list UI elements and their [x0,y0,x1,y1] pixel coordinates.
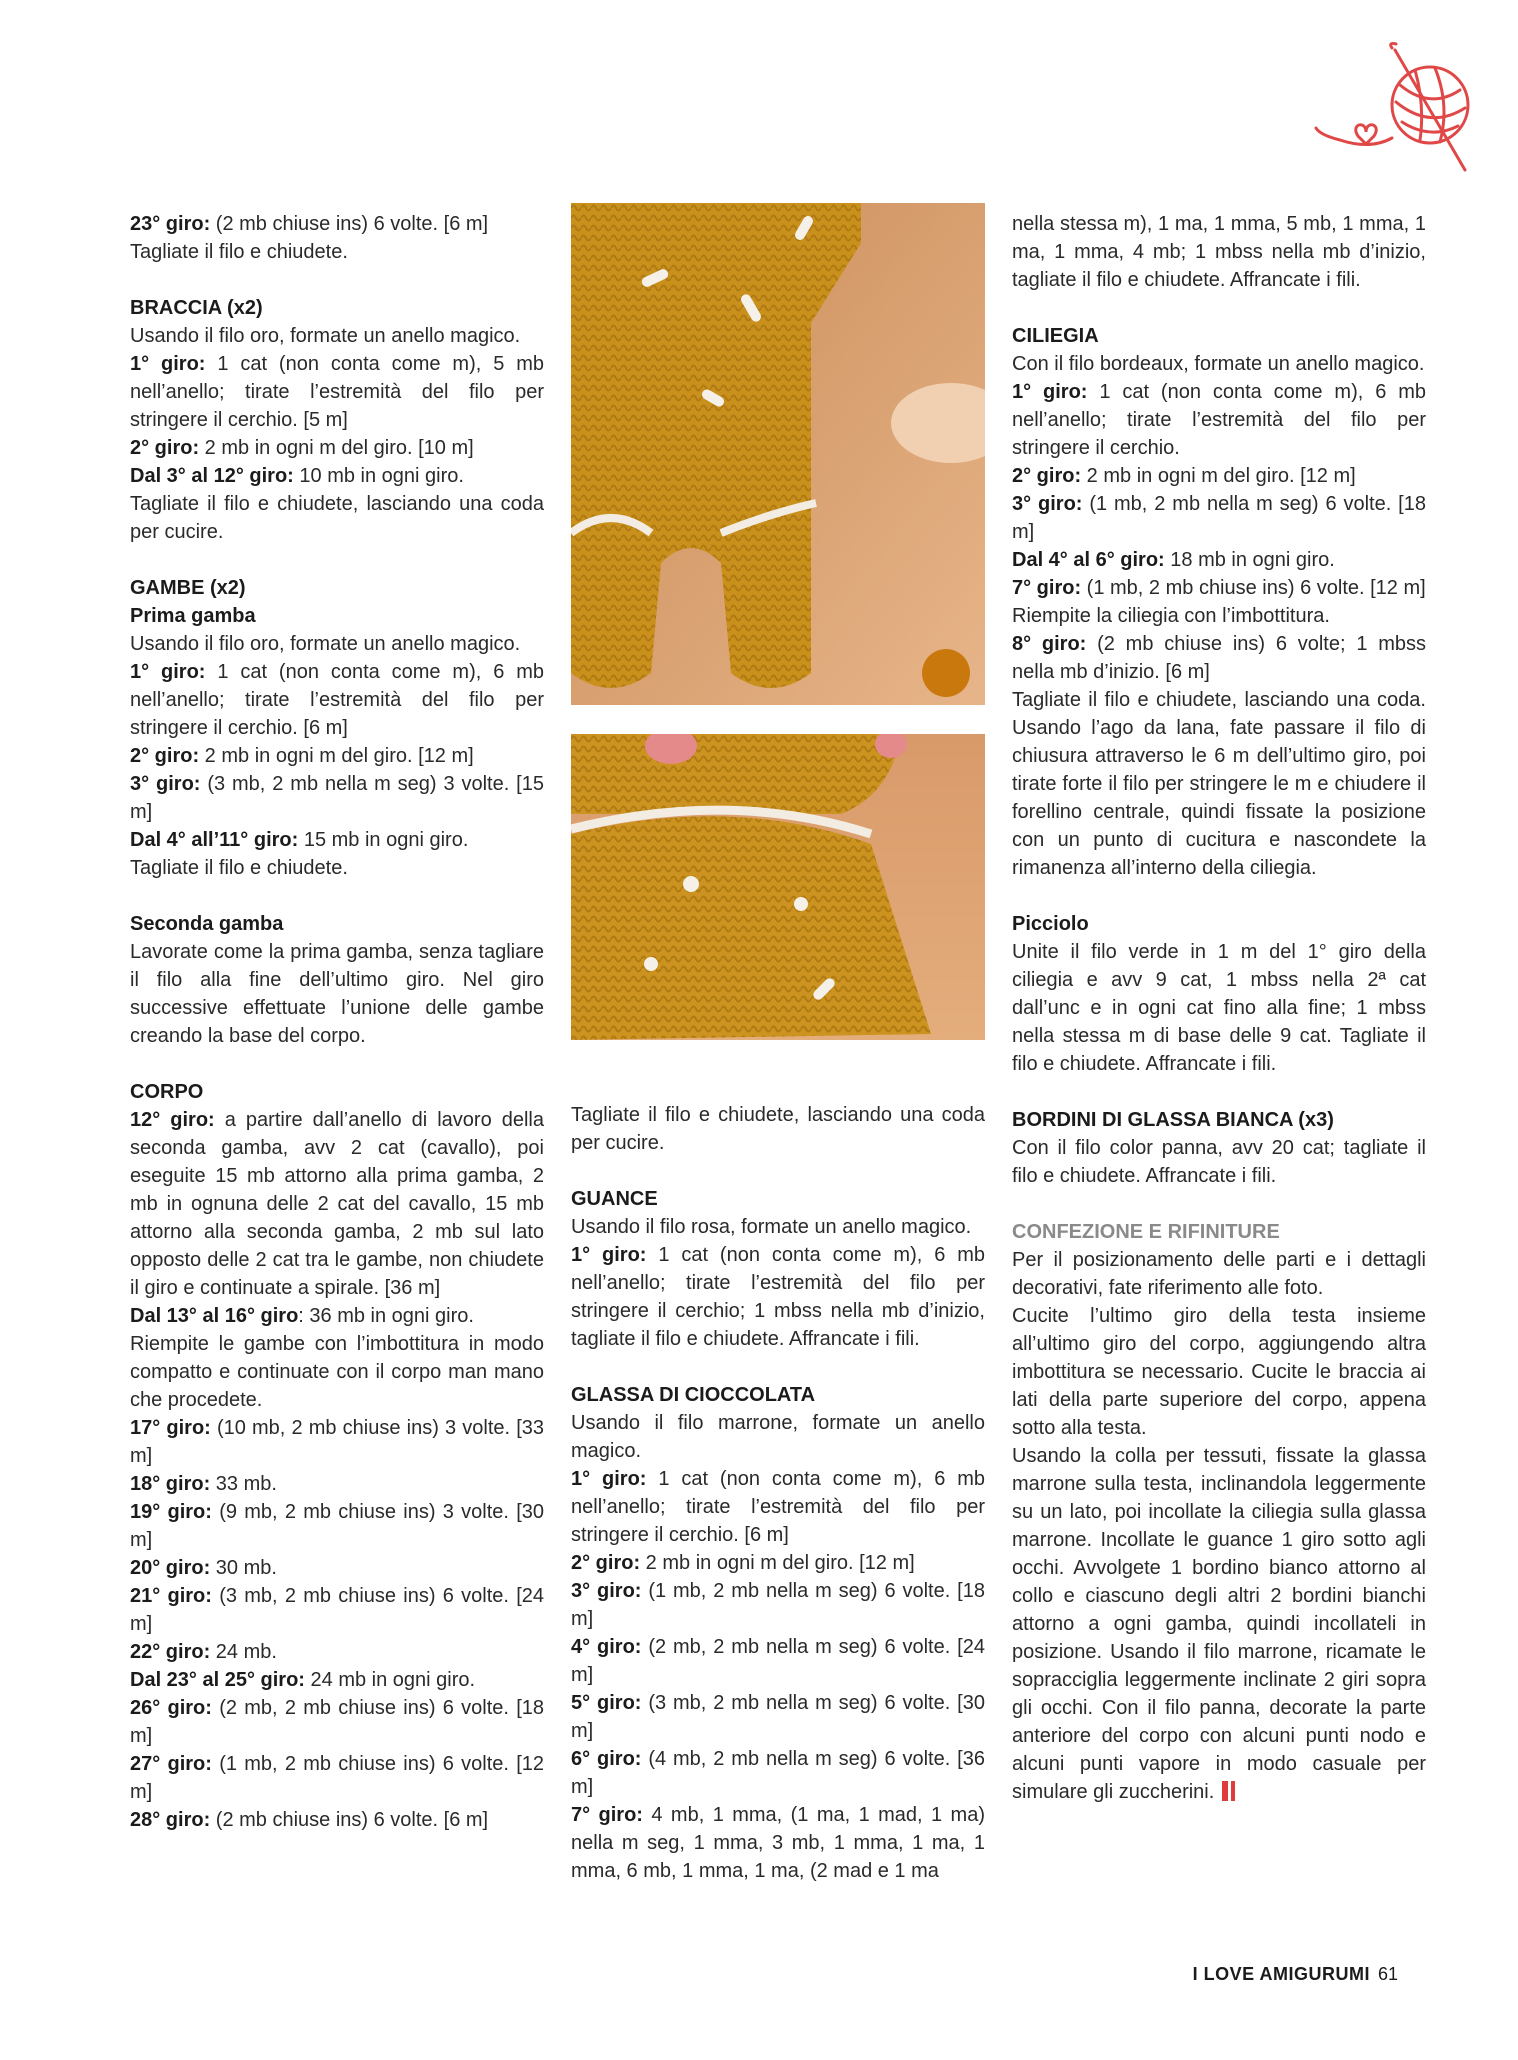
section-glassa [571,1409,985,1885]
pattern-line: Con il filo bordeaux, formate un anello magico. [1012,353,1425,375]
pattern-line: Lavorate come la prima gamba, senza tagliare il filo alla fine dell’ultimo giro. Nel giro successive effettuate l’unione delle gambe creando la base del corpo. [130,941,544,1047]
pattern-line: 1° giro: 1 cat (non conta come m), 6 mb nell’anello; tirate l’estremità del filo per stringere il cerchio. [1012,381,1426,459]
pattern-line: 2° giro: 2 mb in ogni m del giro. [12 m] [1012,465,1356,487]
pattern-line: 22° giro: 24 mb. [130,1641,277,1663]
crochet-gingerbread-legs-photo [571,203,985,705]
pattern-line: Usando il filo marrone, formate un anello magico. [571,1412,985,1462]
pattern-line: Tagliate il filo e chiudete, lasciando una coda per cucire. [130,493,544,543]
pattern-line: Usando la colla per tessuti, fissate la glassa marrone sulla testa, inclinandola leggermente su un lato, poi incollate la ciliegia sulla glassa marrone. Incollate le guance 1 giro sotto agli occhi. Avvolgete 1 bordino bianco attorno al collo e ciascuno degli altri 2 bordini bianchi attorno a ogni gamba, quindi incollateli in posizione. Usando il filo marrone, ricamate le sopracciglia leggermente inclinate 2 giri sopra gli occhi. Con il filo panna, decorate la parte anteriore del corpo con alcuni punti nodo e alcuni punti vapore in modo casuale per simulare gli zuccherini. [1012,1445,1426,1803]
pattern-line: nella stessa m), 1 ma, 1 mma, 5 mb, 1 mma, 1 ma, 1 mma, 4 mb; 1 mbss nella mb d’inizio, tagliate il filo e chiudete. Affrancate i fili. [1012,213,1426,291]
column-3 [1012,210,1426,1806]
pattern-line: Riempite la ciliegia con l’imbottitura. [1012,605,1330,627]
pattern-line: Tagliate il filo e chiudete, lasciando una coda. Usando l’ago da lana, fate passare il filo di chiusura attraverso le 6 m dell’ultimo giro, poi tirate forte il filo per stringere le m e chiudere il forellino centrale, quindi fissate la posizione con un punto di cucitura e nascondete la rimanenza all’interno della ciliegia. [1012,689,1426,879]
pattern-line: Con il filo color panna, avv 20 cat; tagliate il filo e chiudete. Affrancate i fili. [1012,1137,1426,1187]
pattern-line: Tagliate il filo e chiudete. [130,857,348,879]
pattern-line: Dal 4° al 6° giro: 18 mb in ogni giro. [1012,549,1335,571]
section-title-ciliegia: CILIEGIA [1012,325,1099,347]
page-footer [1193,1960,1398,1988]
crochet-gingerbread-torso-photo [571,734,985,1040]
section-confezione [1012,1246,1426,1806]
pattern-line: Dal 3° al 12° giro: 10 mb in ogni giro. [130,465,464,487]
section-title-guance: GUANCE [571,1188,658,1210]
pattern-line: 1° giro: 1 cat (non conta come m), 6 mb nell’anello; tirate l’estremità del filo per stringere il cerchio. [6 m] [130,661,544,739]
section-title-bordini: BORDINI DI GLASSA BIANCA (x3) [1012,1109,1334,1131]
pattern-line: 17° giro: (10 mb, 2 mb chiuse ins) 3 volte. [33 m] [130,1417,545,1467]
column-1 [130,210,544,1834]
pattern-line: 21° giro: (3 mb, 2 mb chiuse ins) 6 volte. [24 m] [130,1585,545,1635]
pattern-line: 7° giro: 4 mb, 1 mma, (1 ma, 1 mad, 1 ma) nella m seg, 1 mma, 3 mb, 1 mma, 1 ma, 1 mma, 6 mb, 1 mma, 1 ma, (2 mad e 1 ma [571,1804,985,1882]
pattern-line: 4° giro: (2 mb, 2 mb nella m seg) 6 volte. [24 m] [571,1636,985,1686]
pattern-line: 8° giro: (2 mb chiuse ins) 6 volte; 1 mbss nella mb d’inizio. [6 m] [1012,633,1426,683]
pattern-line: Dal 23° al 25° giro: 24 mb in ogni giro. [130,1669,476,1691]
pattern-line: 2° giro: 2 mb in ogni m del giro. [12 m] [130,745,474,767]
pattern-line: Dal 13° al 16° giro: 36 mb in ogni giro. [130,1305,474,1327]
pattern-line: 1° giro: 1 cat (non conta come m), 6 mb nell’anello; tirate l’estremità del filo per stringere il cerchio. [6 m] [571,1468,985,1546]
section-title-gambe: GAMBE (x2) [130,577,246,599]
subsection-title-seconda-gamba: Seconda gamba [130,913,284,935]
pattern-line: Cucite l’ultimo giro della testa insieme all’ultimo giro del corpo, aggiungendo altra imbottitura se necessario. Cucite le braccia ai lati della parte superiore del corpo, appena sotto alla testa. [1012,1305,1426,1439]
pattern-line: 27° giro: (1 mb, 2 mb chiuse ins) 6 volte. [12 m] [130,1753,545,1803]
pattern-line: 20° giro: 30 mb. [130,1557,277,1579]
pattern-line: 3° giro: (3 mb, 2 mb nella m seg) 3 volte. [15 m] [130,773,544,823]
section-title-corpo: CORPO [130,1081,204,1103]
pattern-line: Usando il filo rosa, formate un anello magico. [571,1216,972,1238]
pattern-line: 2° giro: 2 mb in ogni m del giro. [10 m] [130,437,474,459]
section-braccia [130,322,544,546]
pattern-line: Dal 4° all’11° giro: 15 mb in ogni giro. [130,829,469,851]
pattern-line: 3° giro: (1 mb, 2 mb nella m seg) 6 volte. [18 m] [571,1580,985,1630]
pattern-line: Usando il filo oro, formate un anello magico. [130,633,521,655]
pattern-line: 18° giro: 33 mb. [130,1473,277,1495]
pattern-line: 19° giro: (9 mb, 2 mb chiuse ins) 3 volte. [30 m] [130,1501,545,1551]
pattern-line: Riempite le gambe con l’imbottitura in modo compatto e continuate con il corpo man mano che procedete. [130,1333,544,1411]
pattern-line: Tagliate il filo e chiudete. [130,241,348,263]
section-ciliegia [1012,350,1426,882]
section-corpo [130,1106,544,1834]
pattern-line: Per il posizionamento delle parti e i dettagli decorativi, fate riferimento alle foto. [1012,1249,1426,1299]
magazine-name: I LOVE AMIGURUMI [1192,1964,1370,1984]
top-block [130,210,544,266]
pattern-line: 6° giro: (4 mb, 2 mb nella m seg) 6 volte. [36 m] [571,1748,985,1798]
column-2 [571,1101,985,1885]
yarn-ball-logo-icon [1310,40,1490,180]
pattern-line: Usando il filo oro, formate un anello magico. [130,325,521,347]
section-title-picciolo: Picciolo [1012,913,1089,935]
section-title-confezione: CONFEZIONE E RIFINITURE [1012,1221,1280,1243]
photo-illustration [571,734,985,1040]
pattern-line: Tagliate il filo e chiudete, lasciando una coda per cucire. [571,1104,985,1154]
section-title-braccia: BRACCIA (x2) [130,297,263,319]
end-of-article-icon [1222,1781,1231,1801]
pattern-line: 5° giro: (3 mb, 2 mb nella m seg) 6 volte. [30 m] [571,1692,985,1742]
pattern-line: 23° giro: (2 mb chiuse ins) 6 volte. [6 m] [130,213,489,235]
pattern-line: 1° giro: 1 cat (non conta come m), 6 mb nell’anello; tirate l’estremità del filo per stringere il cerchio; 1 mbss nella mb d’inizio, tagliate il filo e chiudete. Affrancate i fili. [571,1244,985,1350]
section-title-glassa: GLASSA DI CIOCCOLATA [571,1384,816,1406]
section-gambe [130,630,544,882]
pattern-line: Unite il filo verde in 1 m del 1° giro della ciliegia e avv 9 cat, 1 mbss nella 2ª cat dall’unc e in ogni cat fino alla fine; 1 mbss nella stessa m di base delle 9 cat. Tagliate il filo e chiudete. Affrancate i fili. [1012,941,1426,1075]
pattern-line: 2° giro: 2 mb in ogni m del giro. [12 m] [571,1552,915,1574]
pattern-line: 3° giro: (1 mb, 2 mb nella m seg) 6 volte. [18 m] [1012,493,1426,543]
pattern-line: 12° giro: a partire dall’anello di lavoro della seconda gamba, avv 2 cat (cavallo), poi eseguite 15 mb attorno alla prima gamba, 2 mb in ognuna delle 2 cat del cavallo, 15 mb attorno alla seconda gamba, 2 mb sul lato opposto delle 2 cat tra le gambe, non chiudete il giro e continuate a spirale. [36 m] [130,1109,545,1299]
pattern-line: 28° giro: (2 mb chiuse ins) 6 volte. [6 m] [130,1809,489,1831]
subsection-title-prima-gamba: Prima gamba [130,605,256,627]
photo-illustration [571,203,985,705]
pattern-line: 1° giro: 1 cat (non conta come m), 5 mb nell’anello; tirate l’estremità del filo per stringere il cerchio. [5 m] [130,353,544,431]
pattern-line: 7° giro: (1 mb, 2 mb chiuse ins) 6 volte. [12 m] [1012,577,1426,599]
page-number: 61 [1377,1964,1398,1984]
pattern-line: 26° giro: (2 mb, 2 mb chiuse ins) 6 volte. [18 m] [130,1697,545,1747]
section-guance [571,1213,985,1353]
